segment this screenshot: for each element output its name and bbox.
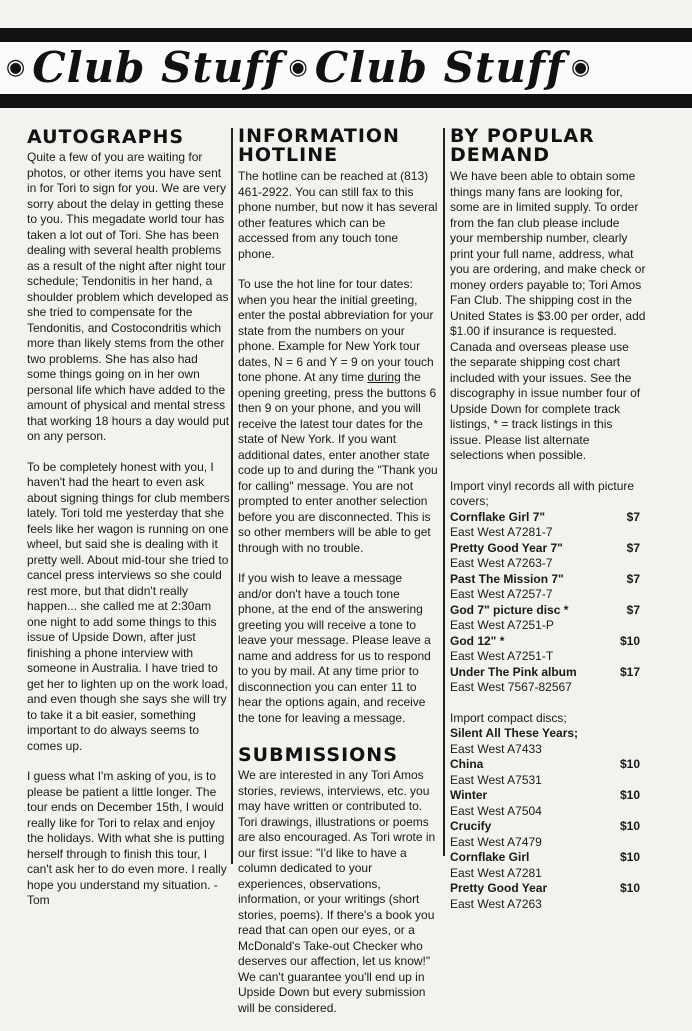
- vinyl-list: [450, 510, 646, 696]
- autographs-paragraph-2: To be completely honest with you, I haven't had the heart to even ask about signing things for club members lately. Tori told me yesterday that she feels like her wagon is running on one wheel, but said she is dealing with it pretty well. About mid-tour she tried to cancel press interviews so she could rest more, but that didn't really happen... she called me at 2:30am one night to add some things to this issue of Upside Down, after just finishing a phone interview with someone in Australia. I have tried to get her to lighten up on the work load, and even though she says she will try to take it a bit easier, something important to do always seems to comes up.: [27, 459, 230, 753]
- autographs-paragraph-3: I guess what I'm asking of you, is to please be patient a little longer. The tour ends on December 15th, I would really like for Tori to relax and enjoy the holidays. With what she is putting herself through to finish this tour, I can't ask her to do even more. I really hope you understand my situation. - Tom: [27, 769, 227, 907]
- item-price: $10: [619, 788, 640, 802]
- banner-title-2: Club Stuff: [314, 43, 566, 92]
- popular-demand-heading: BY POPULAR DEMAND: [450, 125, 595, 166]
- swirl-ornament-icon: ◉: [6, 55, 27, 80]
- swirl-ornament-icon: ◉: [288, 55, 309, 80]
- item-price: $10: [619, 881, 640, 895]
- list-item: [450, 881, 646, 897]
- list-item: [450, 510, 646, 526]
- hotline-p2-before: To use the hot line for tour dates: when you hear the initial greeting, enter the postal abbreviation for your state from the numbers on your phone. Example for New York tour dates, N = 6 and Y = 9 on your touch tone phone. At any time: [238, 277, 434, 384]
- item-catalog: East West A7281-7: [450, 525, 553, 539]
- club-stuff-banner: [0, 28, 692, 108]
- hotline-paragraph-2: [238, 277, 438, 556]
- item-title: Pretty Good Year: [450, 881, 548, 895]
- item-catalog: East West A7479: [450, 834, 542, 849]
- item-catalog: East West A7257-7: [450, 587, 553, 601]
- item-price: $7: [626, 602, 640, 617]
- item-catalog: East West A7531: [450, 772, 542, 787]
- swirl-ornament-icon: ◉: [571, 55, 592, 80]
- vinyl-intro: Import vinyl records all with picture covers;: [450, 478, 635, 508]
- item-catalog: East West 7567-82567: [450, 680, 572, 694]
- popular-demand-column: [450, 118, 646, 912]
- item-title: God 7" picture disc *: [450, 602, 569, 617]
- item-title: God 12" *: [450, 633, 505, 648]
- banner-bottom-bar: [0, 94, 692, 108]
- item-price: $10: [619, 850, 640, 864]
- banner-masthead: [0, 42, 692, 94]
- banner-title-1: Club Stuff: [32, 43, 283, 92]
- item-title: Under The Pink album: [450, 664, 577, 679]
- column-divider-2: [443, 128, 445, 856]
- autographs-paragraph-1: Quite a few of you are waiting for photos, or other items you have sent in for Tori to sign for you. We are very sorry about the delay in getting these to you. This megadate world tour has taken a lot out of Tori. She has been dealing with several health problems as a result of the night after night tour schedule; Tendonitis in her hand, a shoulder problem which developed as she tried to compensate for the Tendonitis, and Costocondritis which more than likely stems from the other two problems. She has also had some things going on in her own personal life which have added to the amount of physical and mental stress that working 18 hours a day would put on any person.: [27, 150, 230, 443]
- item-title: Silent All These Years;: [450, 726, 579, 740]
- popular-demand-paragraph: We have been able to obtain some things many fans are looking for, some are in limited supply. To order from the fan club please include your membership number, clearly print your full name, address, what you are ordering, and make check or money orders payable to; Tori Amos Fan Club. The shipping cost in the United States is $3.00 per order, add $1.00 if insurance is requested. Canada and overseas please use the separate shipping cost chart included with your issues. See the discography in issue number four of Upside Down for complete track listings, * = track listings in this issue. Please list alternate selections when possible.: [450, 169, 646, 462]
- list-item: [450, 819, 646, 835]
- list-item: [450, 572, 646, 588]
- hotline-heading: INFORMATION HOTLINE: [238, 125, 400, 166]
- item-catalog: East West A7251-P: [450, 618, 554, 632]
- autographs-column: [27, 118, 230, 924]
- list-item: [450, 788, 646, 804]
- item-catalog: East West A7263-7: [450, 556, 553, 570]
- item-title: Cornflake Girl: [450, 850, 530, 864]
- list-item: [450, 757, 646, 773]
- item-catalog: East West A7251-T: [450, 649, 554, 663]
- hotline-p2-underlined: during: [367, 370, 401, 384]
- hotline-p2-after: the opening greeting, press the buttons 6 then 9 on your phone, and you will receive the latest tour dates for the state of New York. If you want additional dates, enter another state code up to and during the "Thank you for calling" message. You are not prompted to enter another selection before you are disconnected. This is so other members will be able to get through with no trouble.: [238, 370, 438, 555]
- item-price: [640, 726, 646, 742]
- item-price: $17: [619, 664, 640, 679]
- item-title: Pretty Good Year 7": [450, 540, 563, 555]
- list-item: [450, 665, 646, 681]
- item-title: Winter: [450, 788, 488, 802]
- item-price: $7: [626, 509, 640, 524]
- item-catalog: East West A7263: [450, 896, 542, 911]
- item-catalog: East West A7281: [450, 865, 542, 880]
- cd-list: [450, 726, 646, 912]
- column-divider-1: [231, 128, 233, 864]
- item-catalog: East West A7504: [450, 803, 542, 818]
- item-price: $10: [619, 633, 640, 648]
- submissions-heading: SUBMISSIONS: [238, 744, 398, 766]
- item-title: Cornflake Girl 7": [450, 509, 546, 524]
- item-catalog: East West A7433: [450, 741, 542, 756]
- list-item: [450, 726, 646, 742]
- hotline-paragraph-3: If you wish to leave a message and/or don't have a touch tone phone, at the end of the answering greeting you will receive a tone to leave your message. Please leave a name and address for us to respond to you by mail. At any time prior to disconnection you can enter 11 to hear the options again, and receive the tone for leaving a message.: [238, 571, 431, 725]
- item-price: $7: [626, 571, 640, 586]
- list-item: [450, 850, 646, 866]
- item-price: $7: [626, 540, 640, 555]
- list-item: [450, 603, 646, 619]
- submissions-paragraph-1: We are interested in any Tori Amos stories, reviews, interviews, etc. you may have written or contributed to. Tori drawings, illustrations or poems are also encouraged. As Tori wrote in our first issue: "I'd like to have a column dedicated to your experiences, observations, information, or your writings (short stories, poems). If there's a book you read that can open our eyes, or a McDonald's Take-out Checker who deserves our affection, let us know!" We can't guarantee you'll end up in Upside Down but every submission will be considered.: [238, 768, 436, 1015]
- autographs-heading: AUTOGRAPHS: [27, 126, 185, 148]
- list-item: [450, 634, 646, 650]
- item-title: China: [450, 757, 484, 771]
- banner-top-bar: [0, 28, 692, 42]
- item-title: Crucify: [450, 819, 492, 833]
- list-item: [450, 541, 646, 557]
- item-price: $10: [619, 757, 640, 771]
- item-title: Past The Mission 7": [450, 571, 564, 586]
- cd-intro: Import compact discs;: [450, 710, 567, 725]
- hotline-paragraph-1: The hotline can be reached at (813) 461-2922. You can still fax to this phone number, but now it has several other features which can be accessed from any touch tone phone.: [238, 169, 438, 261]
- hotline-column: [238, 118, 438, 1031]
- item-price: $10: [619, 819, 640, 833]
